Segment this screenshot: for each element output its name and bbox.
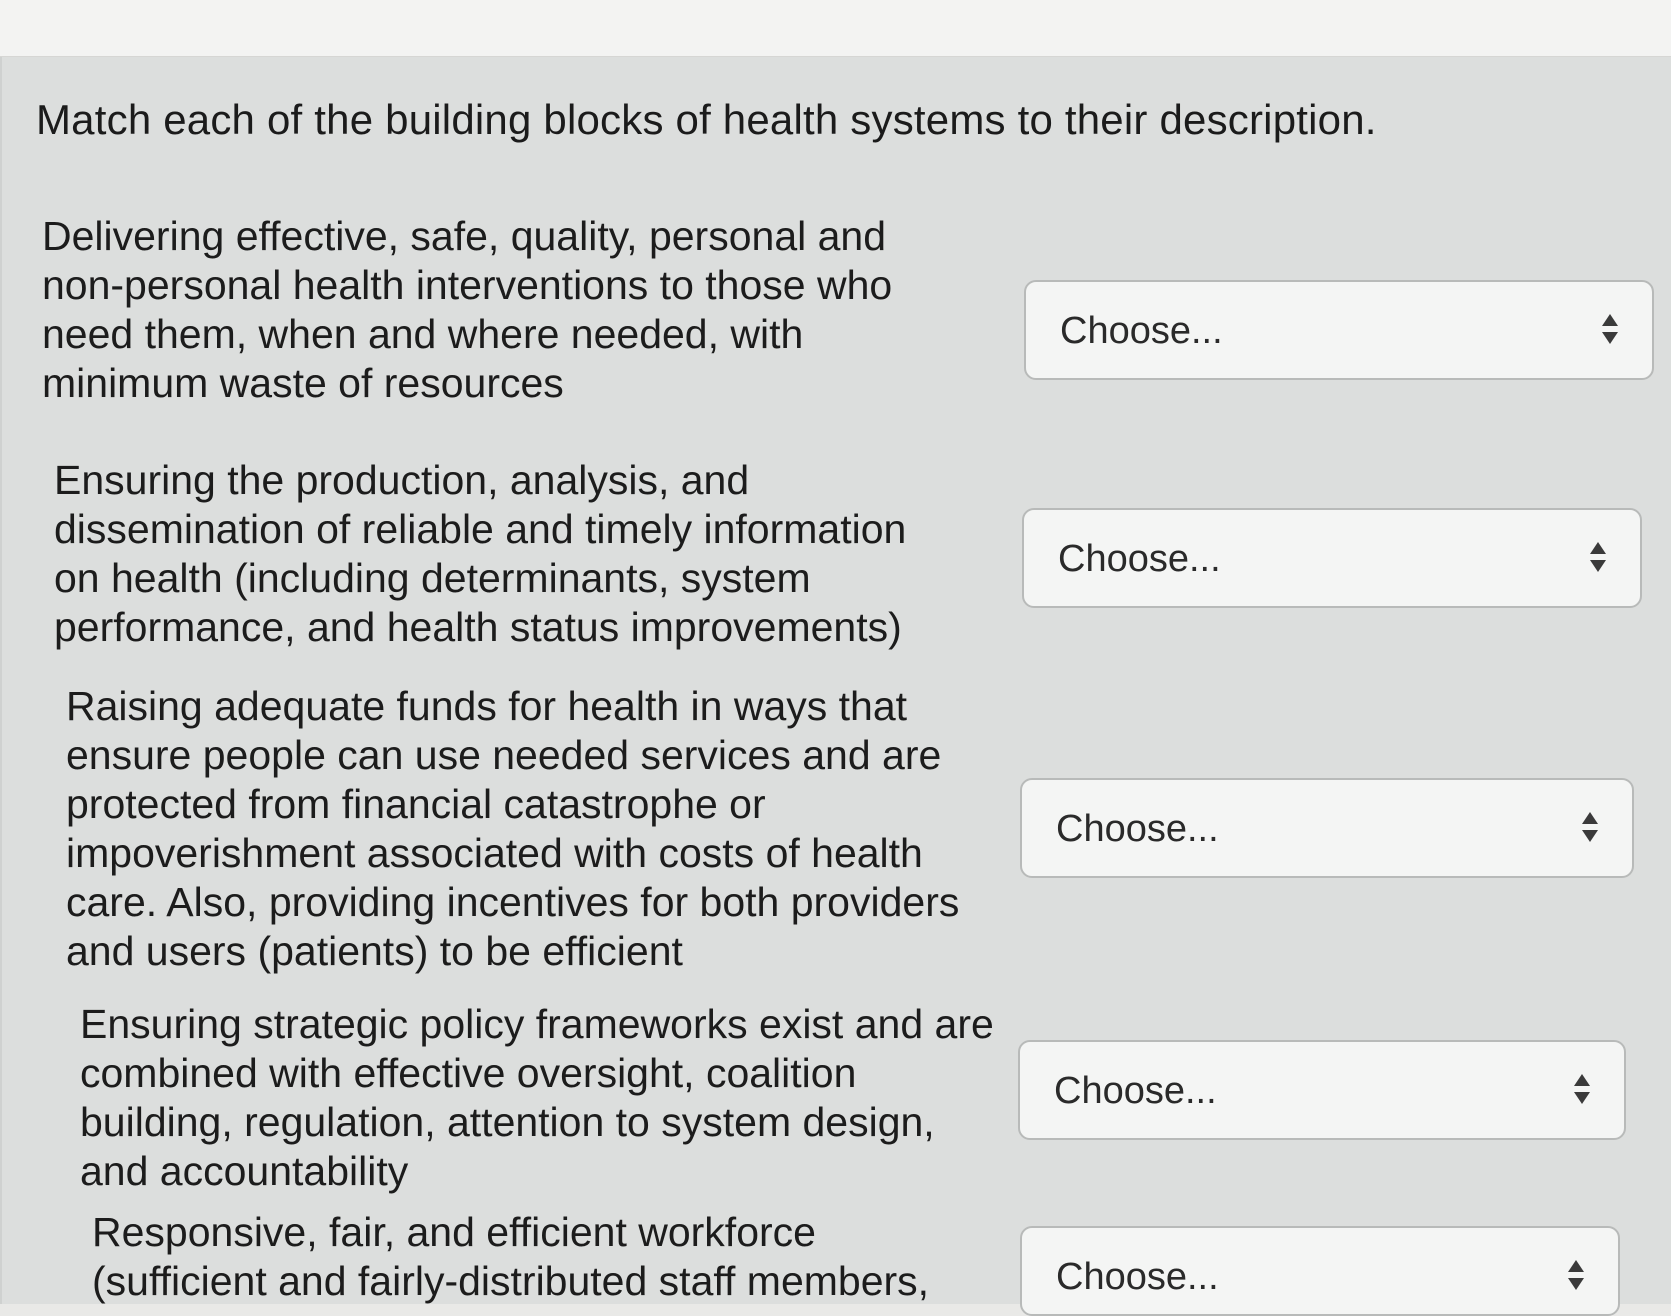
updown-chevron-icon bbox=[1574, 1074, 1590, 1106]
select-value-3: Choose... bbox=[1056, 808, 1219, 850]
match-select-4[interactable] bbox=[1018, 1040, 1626, 1140]
item-description-2: Ensuring the production, analysis, and dissemination of reliable and timely information on health (including determinants, system performance, and health status improvements) bbox=[54, 457, 907, 650]
updown-chevron-icon bbox=[1568, 1260, 1584, 1292]
updown-chevron-icon bbox=[1602, 314, 1618, 346]
item-description-3: Raising adequate funds for health in ways that ensure people can use needed services and are protected from financial catastrophe or impoverishment associated with costs of health care. Also, providing incentives for both providers and users (patients) to be efficient bbox=[66, 683, 960, 974]
item-description-1: Delivering effective, safe, quality, personal and non-personal health interventions to those who need them, when and where needed, with minimum waste of resources bbox=[42, 213, 893, 406]
updown-chevron-icon bbox=[1582, 812, 1598, 844]
question-text: Match each of the building blocks of health systems to their description. bbox=[36, 96, 1377, 143]
select-value-4: Choose... bbox=[1054, 1070, 1217, 1112]
updown-chevron-icon bbox=[1590, 542, 1606, 574]
match-select-5[interactable] bbox=[1020, 1226, 1620, 1316]
item-description-5: Responsive, fair, and efficient workforce (sufficient and fairly-distributed staff members, bbox=[92, 1209, 930, 1304]
match-select-3[interactable] bbox=[1020, 778, 1634, 878]
select-value-5: Choose... bbox=[1056, 1256, 1219, 1298]
top-band bbox=[0, 0, 1671, 57]
item-description-4: Ensuring strategic policy frameworks exist and are combined with effective oversight, coalition building, regulation, attention to system design, and accountability bbox=[80, 1001, 994, 1194]
select-value-1: Choose... bbox=[1060, 310, 1223, 352]
match-select-2[interactable] bbox=[1022, 508, 1642, 608]
select-value-2: Choose... bbox=[1058, 538, 1221, 580]
match-select-1[interactable] bbox=[1024, 280, 1654, 380]
